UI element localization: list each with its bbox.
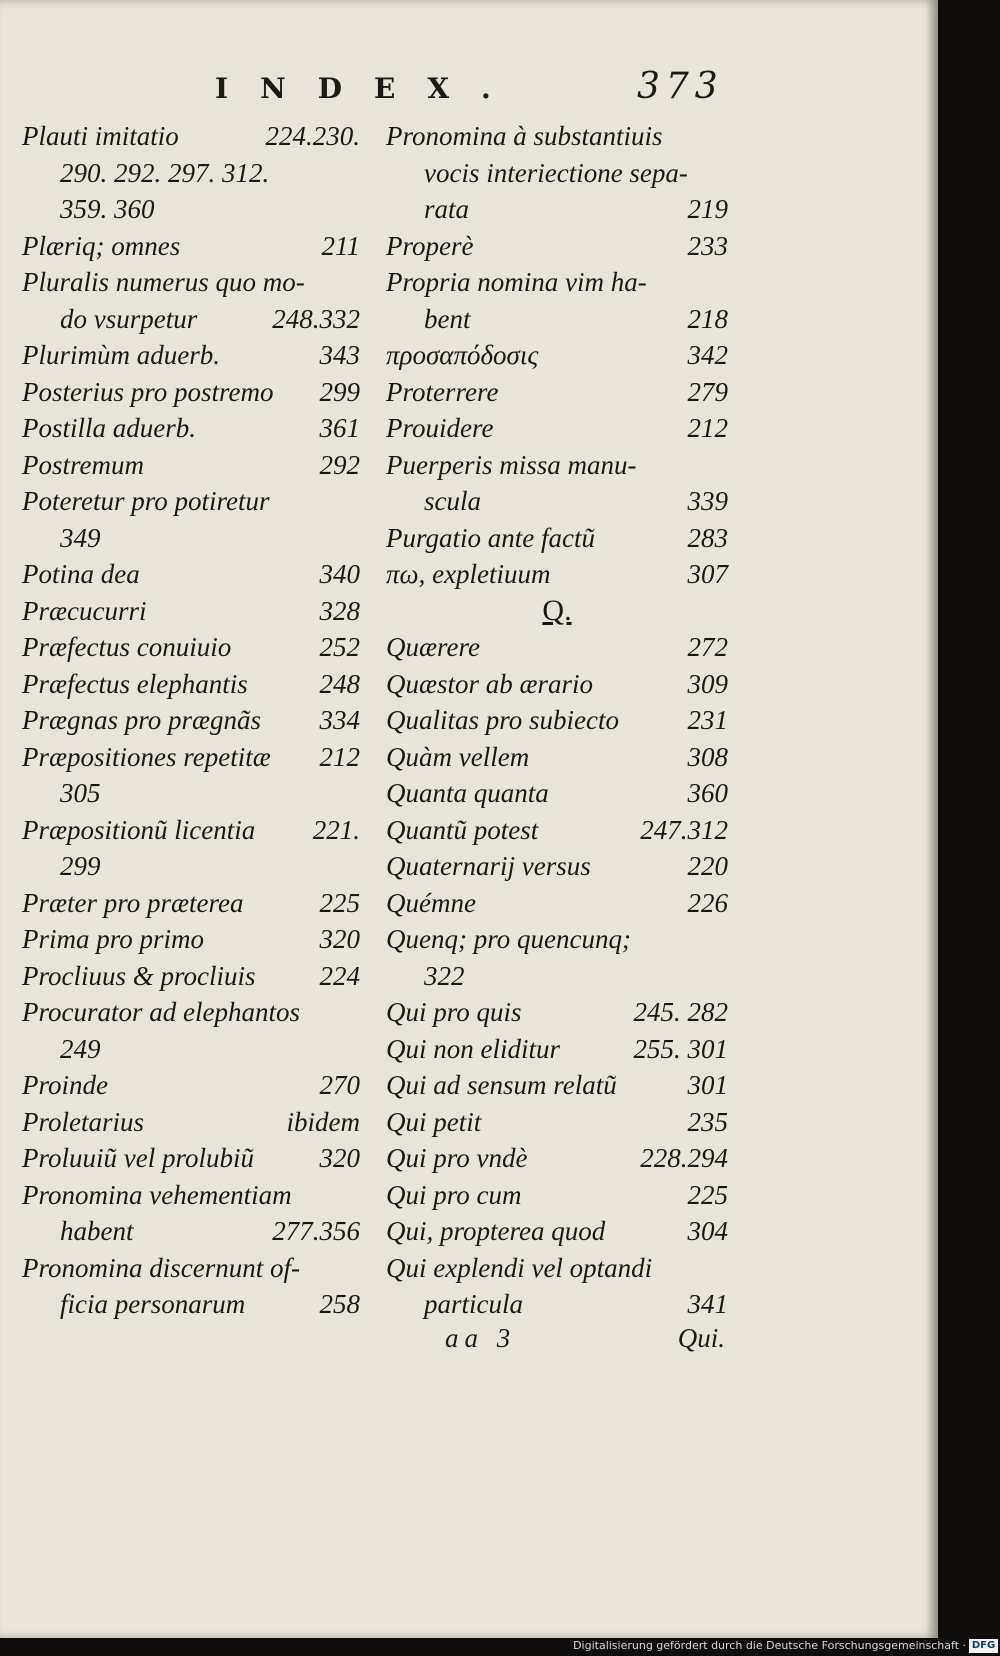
catchword: Qui.: [677, 1323, 725, 1353]
index-term: bent: [424, 303, 471, 334]
index-entry: [22, 1177, 360, 1214]
index-entry: [22, 593, 360, 630]
index-page-ref: 272: [687, 632, 728, 662]
index-page-ref: 334: [319, 705, 360, 735]
signature-mark: aa 3: [445, 1323, 517, 1353]
index-entry: [386, 191, 728, 228]
index-page-ref: 225: [687, 1179, 728, 1210]
index-entry: [22, 994, 360, 1031]
index-term: Pluralis numerus quo mo-: [22, 267, 305, 297]
index-entry: [386, 848, 728, 885]
index-term: 290. 292. 297. 312.: [60, 157, 270, 188]
index-page-ref: 245. 282: [633, 997, 728, 1027]
index-page-ref: 270: [319, 1070, 360, 1100]
index-entry: [22, 739, 360, 776]
index-entry: [386, 264, 728, 301]
index-term: Præpositiones repetitæ: [22, 741, 271, 772]
index-term: Prouidere: [386, 413, 494, 443]
index-term: Qui pro vndè: [386, 1143, 528, 1173]
index-entry: [386, 556, 728, 593]
index-term: Plæriq; omnes: [22, 230, 181, 261]
index-term: Prima pro primo: [22, 924, 205, 954]
index-term: Purgatio ante factũ: [386, 522, 595, 553]
index-term: Quaternarij versus: [386, 851, 591, 881]
index-entry: [22, 812, 360, 849]
index-page-ref: 221.: [312, 814, 360, 845]
index-term: Potina dea: [22, 559, 140, 589]
index-column-right: [386, 118, 728, 1323]
index-page-ref: 231: [687, 705, 728, 735]
index-term: vocis interiectione sepa-: [424, 157, 688, 188]
index-term: πω, expletiuum: [386, 559, 551, 589]
index-term: 322: [424, 960, 465, 991]
index-page-ref: 224.230.: [265, 121, 360, 151]
index-entry: [386, 775, 728, 812]
index-term: Quàm vellem: [386, 741, 530, 772]
index-page-ref: 224: [319, 960, 360, 991]
index-page-ref: 218: [687, 303, 728, 334]
index-page-ref: 301: [687, 1070, 728, 1100]
index-term: Quanta quanta: [386, 778, 549, 808]
index-entry: [386, 994, 728, 1031]
index-page-ref: 248.332: [272, 303, 360, 334]
index-page-ref: 340: [319, 559, 360, 589]
index-entry: [22, 1250, 360, 1287]
index-entry: [22, 410, 360, 447]
index-page-ref: 283: [687, 522, 728, 553]
index-term: Plauti imitatio: [22, 121, 179, 151]
index-term: Qui ad sensum relatũ: [386, 1070, 617, 1100]
index-page-ref: 343: [319, 340, 360, 370]
index-term: Quantũ potest: [386, 814, 539, 845]
index-term: Qui petit: [386, 1106, 482, 1137]
index-entry: [22, 483, 360, 520]
page-number: 373: [637, 66, 724, 107]
index-page-ref: 255. 301: [633, 1033, 728, 1064]
index-term: 249: [60, 1033, 101, 1064]
index-entry: [22, 301, 360, 338]
index-letter-heading: Q.: [542, 593, 572, 627]
index-page-ref: 220: [687, 851, 728, 881]
index-term: Pronomina vehementiam: [22, 1179, 292, 1210]
index-page-ref: 308: [687, 741, 728, 772]
index-term: Puerperis missa manu-: [386, 449, 637, 480]
index-term: 299: [60, 851, 101, 881]
index-entry: [22, 556, 360, 593]
index-page-ref: 277.356: [272, 1216, 360, 1246]
index-entry: [386, 629, 728, 666]
index-term: Proinde: [22, 1070, 108, 1100]
index-term: Præfectus elephantis: [22, 668, 248, 699]
index-entry: [386, 301, 728, 338]
index-page-ref: 248: [319, 668, 360, 699]
index-page-ref: 233: [687, 230, 728, 261]
index-page-ref: 247.312: [640, 814, 728, 845]
index-term: Qui non eliditur: [386, 1033, 560, 1064]
index-entry: [22, 155, 360, 192]
index-term: Qui pro cum: [386, 1179, 522, 1210]
index-entry: [22, 1213, 360, 1250]
index-term: do vsurpetur: [60, 303, 198, 334]
index-page-ref: 341: [687, 1289, 728, 1319]
index-entry: [22, 848, 360, 885]
index-column-left: [22, 118, 360, 1323]
index-entry: [22, 520, 360, 557]
index-term: Postremum: [22, 449, 144, 480]
index-term: 305: [60, 778, 101, 808]
digitization-credit: Digitalisierung gefördert durch die Deutsche Forschungsgemeinschaft ·: [573, 1639, 966, 1652]
index-entry: [386, 1250, 728, 1287]
index-term: Qui, propterea quod: [386, 1216, 606, 1246]
index-term: Quémne: [386, 887, 476, 918]
index-term: Proluuiũ vel prolubiũ: [22, 1143, 254, 1173]
index-term: Quærere: [386, 632, 480, 662]
index-entry: [22, 629, 360, 666]
index-page-ref: 252: [319, 632, 360, 662]
index-term: Pronomina discernunt of-: [22, 1252, 300, 1283]
index-entry: [386, 337, 728, 374]
index-page-ref: 299: [319, 376, 360, 407]
index-term: Proterrere: [386, 376, 499, 407]
index-term: Præcucurri: [22, 595, 147, 626]
index-entry: [386, 118, 728, 155]
index-page-ref: 212: [687, 413, 728, 443]
index-term: πρoσαπόδοσις: [386, 340, 539, 370]
index-entry: [386, 1177, 728, 1214]
index-page-ref: 328: [319, 595, 360, 626]
index-page-ref: 360: [687, 778, 728, 808]
index-page-ref: 320: [319, 1143, 360, 1173]
index-entry: [22, 264, 360, 301]
index-page-ref: 225: [319, 887, 360, 918]
index-page-ref: 339: [687, 486, 728, 516]
index-entry: [22, 666, 360, 703]
index-term: Quæstor ab ærario: [386, 668, 594, 699]
index-page-ref: 309: [687, 668, 728, 699]
index-page-ref: 307: [687, 559, 728, 589]
index-entry: [386, 1140, 728, 1177]
index-entry: [386, 1286, 728, 1323]
index-entry: [386, 1104, 728, 1141]
index-entry: [386, 1213, 728, 1250]
index-term: Præter pro præterea: [22, 887, 244, 918]
index-entry: [22, 337, 360, 374]
index-entry: [22, 775, 360, 812]
index-page-ref: 212: [319, 741, 360, 772]
index-entry: [386, 520, 728, 557]
index-term: Qualitas pro subiecto: [386, 705, 619, 735]
index-entry: [386, 666, 728, 703]
index-term: Plurimùm aduerb.: [22, 340, 220, 370]
index-entry: [22, 1140, 360, 1177]
index-entry: [386, 1067, 728, 1104]
index-term: Pronomina à substantiuis: [386, 121, 663, 151]
index-page-ref: 279: [687, 376, 728, 407]
index-entry: [386, 1031, 728, 1068]
index-term: Poteretur pro potiretur: [22, 486, 270, 516]
index-entry: [386, 155, 728, 192]
index-term: Proletarius: [22, 1106, 145, 1137]
index-entry: [386, 885, 728, 922]
index-entry: [22, 885, 360, 922]
index-page-ref: 211: [321, 230, 360, 261]
index-entry: [386, 410, 728, 447]
index-page-ref: 320: [319, 924, 360, 954]
index-page-ref: 361: [319, 413, 360, 443]
index-entry: [22, 447, 360, 484]
index-page-ref: ibidem: [286, 1106, 360, 1137]
running-head: INDEX.: [215, 72, 523, 105]
index-term: Procliuus & procliuis: [22, 960, 256, 991]
index-term: 359. 360: [60, 194, 155, 224]
index-entry: [386, 921, 728, 958]
index-term: particula: [424, 1289, 523, 1319]
index-page-ref: 228.294: [640, 1143, 728, 1173]
index-entry: [386, 702, 728, 739]
index-term: Posterius pro postremo: [22, 376, 274, 407]
index-entry: [386, 228, 728, 265]
index-term: Properè: [386, 230, 474, 261]
index-term: Præfectus conuiuio: [22, 632, 232, 662]
index-term: Procurator ad elephantos: [22, 997, 300, 1027]
index-term: scula: [424, 486, 481, 516]
index-entry: [22, 1031, 360, 1068]
index-page-ref: 342: [687, 340, 728, 370]
page-header: [0, 64, 938, 114]
index-page-ref: 292: [319, 449, 360, 480]
index-page-ref: 304: [687, 1216, 728, 1246]
index-term: 349: [60, 522, 101, 553]
index-entry: [386, 958, 728, 995]
index-term: Propria nomina vim ha-: [386, 267, 647, 297]
index-term: habent: [60, 1216, 134, 1246]
index-entry: [22, 921, 360, 958]
index-entry: [386, 739, 728, 776]
dfg-logo: DFG: [969, 1639, 998, 1653]
index-page-ref: 258: [319, 1289, 360, 1319]
index-term: rata: [424, 194, 470, 224]
index-entry: [386, 374, 728, 411]
index-term: Prægnas pro prægnãs: [22, 705, 262, 735]
index-page-ref: 219: [687, 194, 728, 224]
index-term: Qui explendi vel optandi: [386, 1252, 653, 1283]
index-term: Qui pro quis: [386, 997, 522, 1027]
index-term: Postilla aduerb.: [22, 413, 196, 443]
index-term: Præpositionũ licentia: [22, 814, 256, 845]
index-entry: [22, 1104, 360, 1141]
index-entry: [22, 191, 360, 228]
index-entry: [22, 118, 360, 155]
index-page-ref: 226: [687, 887, 728, 918]
page-footer-line: [445, 1323, 725, 1359]
index-entry: [386, 483, 728, 520]
index-entry: [22, 958, 360, 995]
index-page-ref: 235: [687, 1106, 728, 1137]
index-entry: [22, 374, 360, 411]
index-entry: [22, 228, 360, 265]
index-entry: [22, 702, 360, 739]
index-term: Quenq; pro quencunq;: [386, 924, 631, 954]
index-entry: [22, 1286, 360, 1323]
index-term: ficia personarum: [60, 1289, 246, 1319]
index-entry: [386, 447, 728, 484]
index-entry: [22, 1067, 360, 1104]
index-entry: [386, 812, 728, 849]
